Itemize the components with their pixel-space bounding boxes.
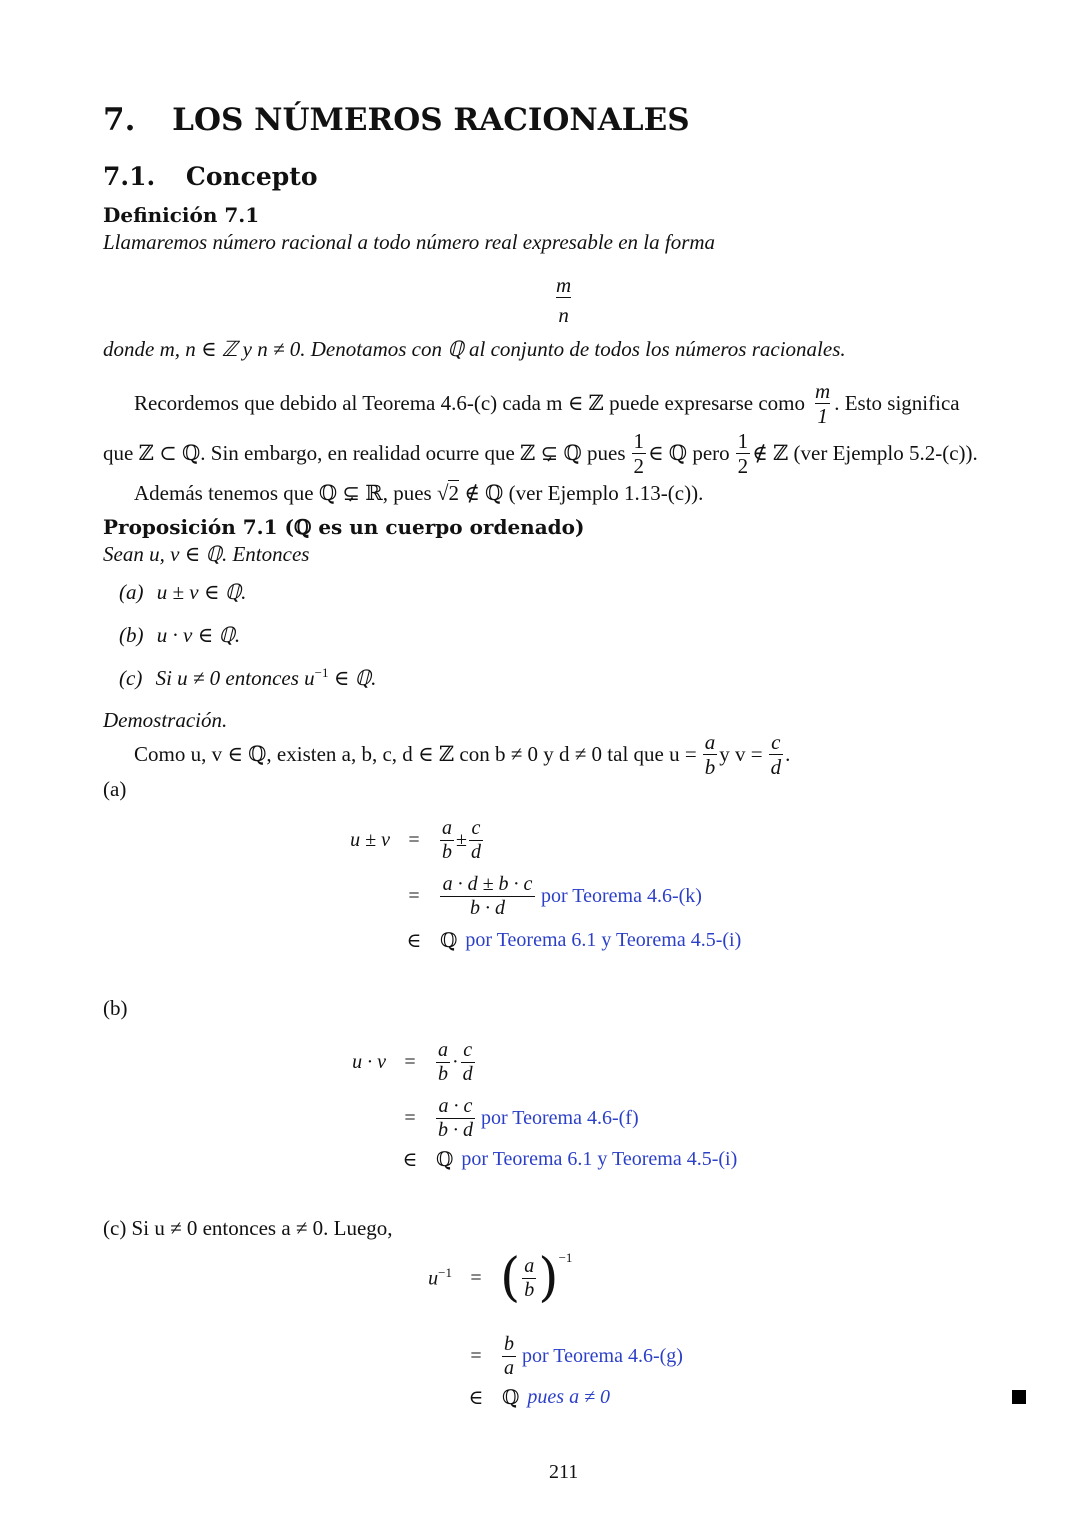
- part-c-lhs: u: [428, 1267, 439, 1290]
- part-c-lhs-wrap: [400, 1265, 452, 1291]
- paragraph-2: [103, 430, 978, 477]
- part-c-label: (c) Si u ≠ 0 entonces a ≠ 0. Luego,: [103, 1216, 393, 1240]
- part-a-eq-1: =: [408, 829, 420, 851]
- paragraph-2-frac1-num: 1: [633, 429, 644, 453]
- part-c-r1-num: a: [524, 1254, 535, 1277]
- part-c-row-1: [400, 1248, 573, 1308]
- definition-line-1: Llamaremos número racional a todo número real expresable en la forma: [103, 230, 716, 254]
- part-a-r2-ref: por Teorema 4.6-(k): [541, 885, 702, 907]
- part-a-eq-2: =: [408, 885, 420, 907]
- paragraph-3-sqrt-arg: 2: [448, 481, 459, 505]
- part-a-lhs: u ± v: [350, 829, 390, 851]
- proposition-item-c-sup: −1: [314, 665, 329, 680]
- part-a-r2-num: a · d ± b · c: [442, 873, 533, 895]
- part-c-r2-den: a: [504, 1357, 514, 1379]
- part-a-row-2: [320, 874, 702, 919]
- section-heading: [103, 162, 318, 191]
- chapter-number: 7.: [103, 102, 136, 138]
- paragraph-2-frac1-den: 2: [633, 454, 644, 479]
- part-b-eq-1: =: [404, 1051, 416, 1073]
- part-c-r2-num: b: [504, 1333, 514, 1355]
- part-c-r3-ref: pues a ≠ 0: [527, 1386, 611, 1408]
- part-a-in: ∈: [406, 930, 422, 952]
- part-b-eq-2: =: [404, 1107, 416, 1129]
- part-b-r2-ref: por Teorema 4.6-(f): [481, 1107, 639, 1129]
- qed-square-icon: [1012, 1390, 1026, 1404]
- part-c-lhs-sup: −1: [438, 1265, 452, 1281]
- paragraph-1: [134, 380, 960, 427]
- proof-intro-text: Como u, v ∈ ℚ, existen a, b, c, d ∈ ℤ con b ≠ 0 y d ≠ 0 tal que u =: [134, 742, 697, 767]
- part-b-r2-num: a · c: [438, 1095, 473, 1117]
- definition-line-2: donde m, n ∈ ℤ y n ≠ 0. Denotamos con ℚ al conjunto de todos los números racionales.: [103, 337, 846, 361]
- proof-u-num: a: [704, 730, 716, 754]
- proof-and-v: y v =: [719, 742, 763, 767]
- paragraph-3: [134, 481, 703, 506]
- proposition-heading: Proposición 7.1 (ℚ es un cuerpo ordenado): [103, 515, 585, 539]
- left-paren-icon: (: [500, 1248, 521, 1308]
- proposition-item-c-text: Si u ≠ 0 entonces u: [155, 666, 315, 690]
- part-c-eq-2: =: [470, 1345, 482, 1367]
- proposition-item-a-label: (a): [119, 580, 144, 604]
- section-title: Concepto: [185, 162, 318, 191]
- part-b-r3-set: ℚ: [436, 1149, 454, 1171]
- part-c-eq-1: =: [470, 1266, 482, 1289]
- part-c-in: ∈: [468, 1387, 484, 1409]
- part-b-row-3: [320, 1147, 737, 1172]
- part-b-r1-den2: d: [462, 1063, 473, 1085]
- definition-heading: Definición 7.1: [103, 203, 260, 227]
- paragraph-1-frac-den: 1: [817, 404, 828, 429]
- paragraph-1-tail: . Esto significa: [834, 391, 960, 416]
- paragraph-2-middle: ∈ ℚ pero: [648, 441, 730, 466]
- part-a-r1-op: ±: [456, 829, 467, 851]
- part-a-r3-set: ℚ: [440, 930, 458, 952]
- part-a-row-3: [320, 928, 741, 953]
- proposition-item-c: [119, 665, 376, 691]
- paragraph-3-tail: ∉ ℚ (ver Ejemplo 1.13-(c)).: [458, 481, 704, 505]
- paragraph-1-frac-num: m: [815, 379, 831, 403]
- page-number: 211: [549, 1461, 579, 1483]
- part-a-r3-ref: por Teorema 6.1 y Teorema 4.5-(i): [465, 929, 742, 951]
- definition-fraction: [552, 274, 575, 326]
- proposition-item-a-text: u ± v ∈ ℚ.: [156, 580, 247, 604]
- part-b-lhs: u · v: [352, 1051, 386, 1073]
- part-c-r3-set: ℚ: [502, 1387, 520, 1409]
- chapter-title: LOS NÚMEROS RACIONALES: [172, 102, 690, 138]
- part-a-r1-num1: a: [442, 817, 452, 839]
- paragraph-2-frac2-num: 1: [737, 429, 749, 453]
- part-b-r2-den: b · d: [438, 1119, 473, 1141]
- part-b-r3-ref: por Teorema 6.1 y Teorema 4.5-(i): [461, 1148, 738, 1170]
- part-c-r1-sup: −1: [558, 1250, 573, 1265]
- part-b-label: (b): [103, 996, 128, 1020]
- part-b-row-2: [320, 1096, 639, 1141]
- proof-u-den: b: [704, 755, 716, 780]
- part-c-r2-ref: por Teorema 4.6-(g): [522, 1345, 683, 1367]
- proposition-item-b: [119, 623, 240, 648]
- part-b-r1-num2: c: [463, 1039, 473, 1061]
- part-a-label: (a): [103, 777, 127, 801]
- section-number: 7.1.: [103, 162, 156, 191]
- proof-v-num: c: [771, 730, 781, 754]
- part-c-r1-den: b: [524, 1278, 535, 1301]
- proof-heading: Demostración.: [103, 708, 228, 732]
- part-b-r1-op: ·: [452, 1051, 459, 1073]
- part-a-r2-den: b · d: [440, 896, 535, 919]
- right-paren-icon: ): [538, 1248, 559, 1308]
- part-c-row-3: [400, 1385, 610, 1410]
- part-a-row-1: [320, 818, 485, 863]
- proposition-item-c-label: (c): [119, 666, 143, 690]
- part-a-r1-num2: c: [471, 817, 481, 839]
- part-b-row-1: [320, 1040, 477, 1085]
- paragraph-3-text: Además tenemos que ℚ ⊊ ℝ, pues √: [134, 481, 449, 505]
- proposition-intro: Sean u, v ∈ ℚ. Entonces: [103, 542, 310, 566]
- paragraph-1-text: Recordemos que debido al Teorema 4.6-(c) cada m ∈ ℤ puede expresarse como: [134, 391, 806, 416]
- part-b-r1-den1: b: [438, 1063, 448, 1085]
- paragraph-2-tail: ∉ ℤ (ver Ejemplo 5.2-(c)).: [752, 441, 978, 466]
- paragraph-2-text: que ℤ ⊂ ℚ. Sin embargo, en realidad ocurre que ℤ ⊊ ℚ pues: [103, 441, 626, 466]
- proof-intro-end: .: [785, 742, 791, 767]
- part-a-r1-den2: d: [470, 841, 481, 863]
- part-a-r1-den1: b: [442, 841, 452, 863]
- proposition-item-b-text: u · v ∈ ℚ.: [156, 623, 241, 647]
- part-b-r1-num1: a: [438, 1039, 448, 1061]
- proposition-item-a: [119, 580, 246, 605]
- proposition-item-c-tail: ∈ ℚ.: [328, 666, 377, 690]
- chapter-heading: [103, 102, 690, 138]
- part-c-row-2: [400, 1334, 683, 1379]
- proof-intro: [134, 731, 790, 778]
- definition-frac-den: n: [556, 297, 571, 326]
- proposition-item-b-label: (b): [119, 623, 144, 647]
- part-b-in: ∈: [402, 1149, 418, 1171]
- proof-v-den: d: [770, 755, 782, 780]
- paragraph-2-frac2-den: 2: [737, 454, 749, 479]
- definition-frac-num: m: [556, 273, 572, 297]
